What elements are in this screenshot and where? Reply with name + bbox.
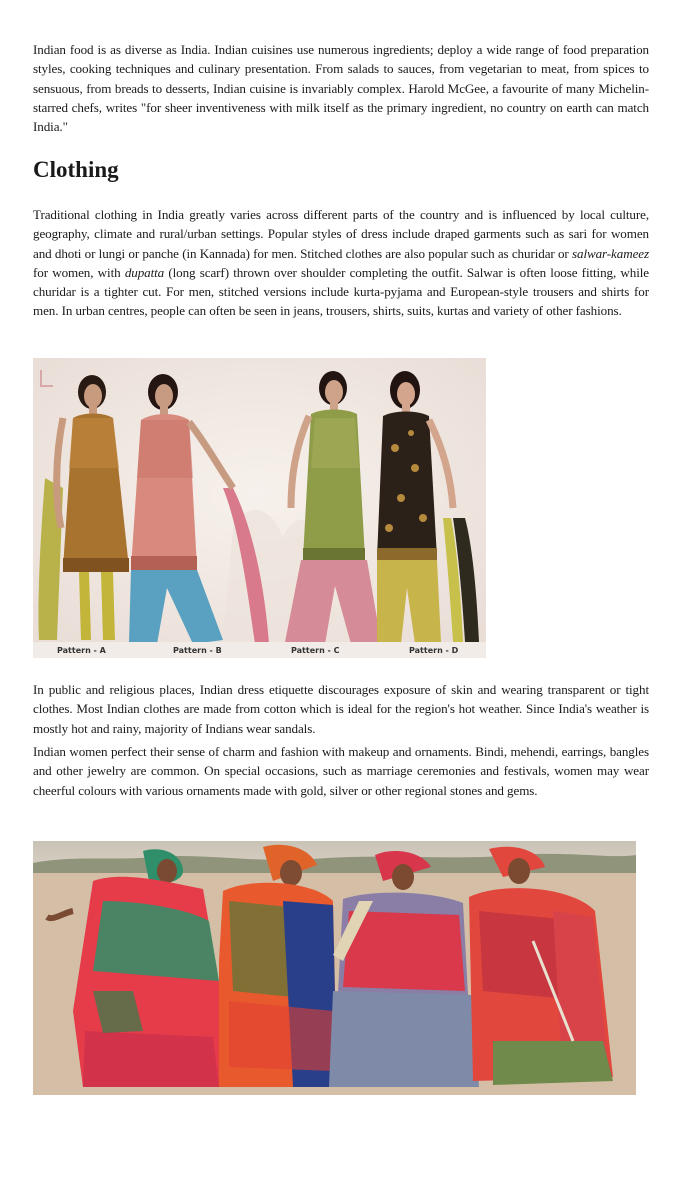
pattern-label-c: Pattern - C	[291, 646, 340, 655]
pattern-label-a: Pattern - A	[57, 646, 106, 655]
term-dupatta: dupatta	[124, 264, 165, 280]
paragraph-clothing-part-2: for women, with	[33, 264, 125, 280]
pattern-label-d: Pattern - D	[409, 646, 459, 655]
paragraph-clothing-part-1: Traditional clothing in India greatly varies across different parts of the country and is influenced by local culture, geography, climate and rural/urban settings. Popular styles of dress include draped garments such as sari for women and dhoti or lungi or panche (in Kannada) for men. Stitched clothes are also popular such as churidar or	[33, 207, 649, 261]
pattern-label-b: Pattern - B	[173, 646, 222, 655]
rural-women-photo	[33, 841, 636, 1095]
paragraph-food: Indian food is as diverse as India. Indian cuisines use numerous ingredients; deploy a wide range of food preparation styles, cooking techniques and culinary presentation. From salads to sauces, from vegetarian to meat, from spices to sensuous, from breads to desserts, Indian cuisine is invariably complex. Harold McGee, a favourite of many Michelin-starred chefs, writes "for sheer inventiveness with milk itself as the primary ingredient, no country on earth can match India."	[33, 42, 649, 135]
paragraph-dress-etiquette: In public and religious places, Indian dress etiquette discourages exposure of skin and wearing transparent or tight clothes. Most Indian clothes are made from cotton which is ideal for the region's hot weather. Since India's weather is mostly hot and rainy, majority of Indians wear sandals.	[33, 682, 649, 736]
term-salwar-kameez: salwar-kameez	[572, 245, 649, 261]
paragraph-clothing-part-3: (long scarf) thrown over shoulder completing the outfit. Salwar is often loose fitting, while churidar is a tighter cut. For men, stitched versions include kurta-pyjama and European-style trousers and shirts for men. In urban centres, people can often be seen in jeans, trousers, shirts, suits, kurtas and variety of other fashions.	[33, 264, 650, 319]
salwar-kameez-patterns-photo	[33, 358, 486, 658]
paragraph-ornaments: Indian women perfect their sense of charm and fashion with makeup and ornaments. Bindi, mehendi, earrings, bangles and other jewelry are common. On special occasions, such as marriage ceremonies and festivals, women may wear cheerful colours with various ornaments made with gold, silver or other regional stones and gems.	[33, 744, 649, 798]
paragraph-clothing	[33, 205, 649, 321]
section-heading-clothing: Clothing	[33, 157, 119, 182]
